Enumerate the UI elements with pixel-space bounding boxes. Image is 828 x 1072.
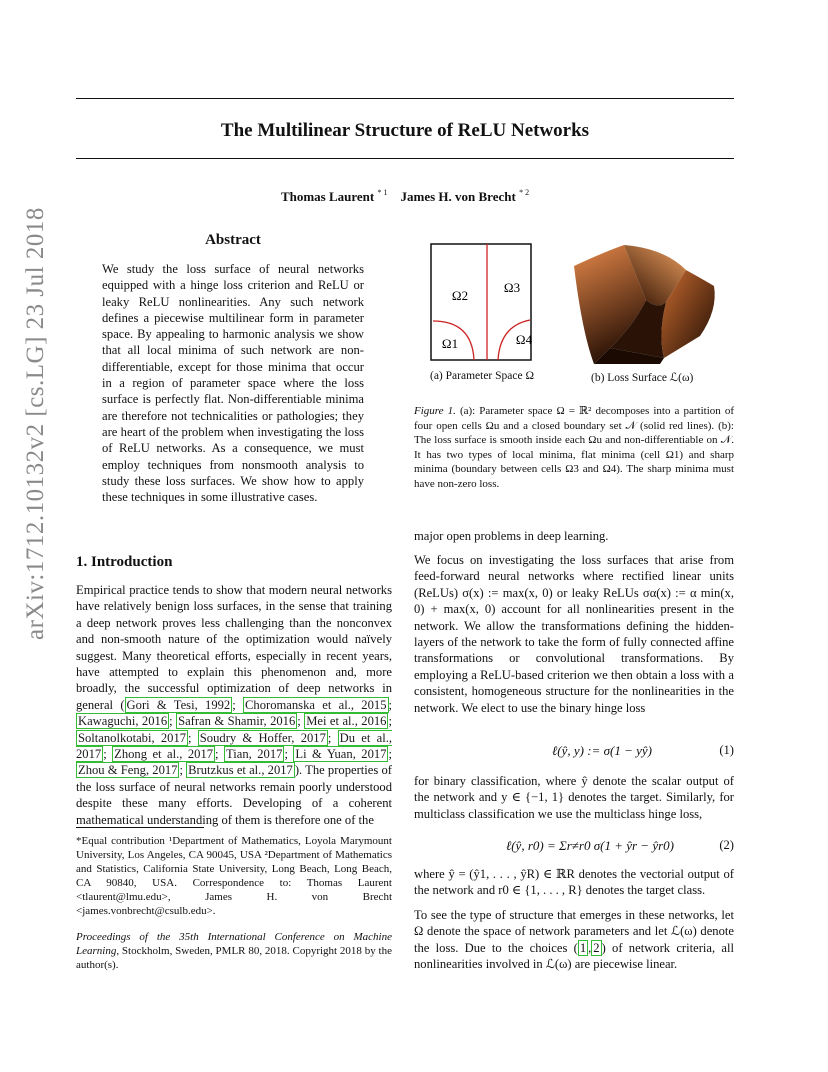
equation-1: ℓ(ŷ, y) := σ(1 − yŷ) [551,743,652,758]
paper-title: The Multilinear Structure of ReLU Networks [220,120,590,141]
proceedings-venue: Proceedings of the 35th International Conference on Machine Learning [76,931,392,957]
equation-ref[interactable]: 2 [593,940,600,955]
figure-1-graphics [414,240,736,370]
citation-link[interactable]: Safran & Shamir, 2016 [178,714,296,729]
footnote-rule [76,827,204,828]
citation-link[interactable]: Li & Yuan, 2017 [295,747,387,762]
citation-link[interactable]: Zhong et al., 2017 [114,747,214,762]
section-heading: 1. Introduction [76,554,173,570]
citation-link[interactable]: Choromanska et al., 2015 [245,697,387,712]
equation-number: (1) [719,743,734,757]
citation-link[interactable]: Gori & Tesi, 1992 [126,697,231,712]
continued-text: major open problems in deep learning. [414,529,609,543]
intro-text: To see the type of structure that emerges in these networks, let Ω denote the space of network parameters and let ℒ(ω) denote the loss. Due to the choices ( [414,908,734,955]
figure-caption [414,404,734,491]
intro-paragraph-3: for binary classification, where ŷ denote the scalar output of the network and y ∈ {−1, 1} denotes the target. Similarly, for multiclass classification we use the multiclass hinge loss, [414,774,734,821]
loss-surface-plot [574,245,715,364]
cell-label: Ω3 [503,280,521,295]
cell-label: Ω1 [441,336,459,351]
cell-label: Ω4 [515,332,533,347]
citation-link[interactable]: Tian, 2017 [226,747,283,762]
caption-label: Figure 1. [414,405,456,417]
intro-paragraph-2: We focus on investigating the loss surfaces that arise from feed-forward neural networks where rectified linear units (ReLUs) σ(x) := max(x, 0) or leaky ReLUs σα(x) := α min(x, 0) + max(x, 0) account for all nonlinearities present in the network. We allow the transformations defining the hidden-layers of the network to take the form of fully connected affine transformations or convolutional transformations. By employing a ReLU-based criterion we then obtain a loss with a consistent, homogeneous structure for the nonlinearities in the network. We elect to use the binary hinge loss [414,553,734,715]
citation-link[interactable]: Soltanolkotabi, 2017 [78,730,187,745]
intro-text: ) of network criteria, all nonlinearities involved in ℒ(ω) are piecewise linear. [414,940,734,972]
subcaption-b: (b) Loss Surface ℒ(ω) [591,372,694,384]
intro-text: ). The properties of the loss surface of neural networks remain poorly understood despite these many efforts. Developing of a coherent mathematical understanding of them is therefore one of the [76,763,392,827]
citation-link[interactable]: Mei et al., 2016 [306,714,387,729]
author-line [76,188,734,205]
author-name: James H. von Brecht [400,189,516,204]
footnote-proceedings [76,930,392,972]
intro-text: Empirical practice tends to show that modern neural networks have relatively benign loss surfaces, in the sense that training a deep network proves less challenging than the nonconvex and non-smooth nature of the optimization would naïvely suggest. Many theoretical efforts, especially in recent years, have attempted to explain this phenomenon and, more broadly, the successful optimization of deep networks in general ( [76,583,392,712]
cell-label: Ω2 [451,288,469,303]
arxiv-stamp-text: arXiv:1712.10132v2 [cs.LG] 23 Jul 2018 [22,207,49,640]
author-mark: * 2 [519,188,530,197]
author-mark: * 1 [377,188,388,197]
intro-paragraph-4: where ŷ = (ŷ1, . . . , ŷR) ∈ ℝR denotes the vectorial output of the network and r0 ∈ {1, . . . , R} denotes the target class. [414,867,734,898]
citation-link[interactable]: Zhou & Feng, 2017 [78,763,178,778]
equation-ref[interactable]: 1 [579,940,587,955]
title-bottom-rule [76,158,734,159]
caption-text: (a): Parameter space Ω = ℝ² decomposes into a partition of four open cells Ωu and a closed boundary set 𝒩 (solid red lines). (b): The loss surface is smooth inside each Ωu and non-differentiable on 𝒩. It has two types of local minima, flat minima (cell Ω1) and sharp minima (boundary between cells Ω3 and Ω4). The sharp minima must have non-zero loss. [414,405,734,490]
citation-link[interactable]: Du et al., 2017 [76,730,392,762]
ref-separator: , [588,940,592,955]
equation-number: (2) [719,838,734,852]
equation-2: ℓ(ŷ, r0) = Σr≠r0 σ(1 + ŷr − ŷr0) [505,838,674,853]
citation-link[interactable]: Kawaguchi, 2016 [78,714,168,729]
subcaption-a: (a) Parameter Space Ω [430,370,535,382]
footnote-affiliations: *Equal contribution ¹Department of Mathematics, Loyola Marymount University, Los Angeles, CA 90045, USA ²Department of Mathematics and Statistics, California State University, Long Beach, Long Beach, CA 90840, USA. Correspondence to: Thomas Laurent <tlaurent@lmu.edu>, James H. von Brecht <james.vonbrecht@csulb.edu>. [76,835,392,917]
citation-link[interactable]: Brutzkus et al., 2017 [188,763,293,778]
abstract-body: We study the loss surface of neural networks equipped with a hinge loss criterion and ReLU or leaky ReLU nonlinearities. Any such network defines a piecewise multilinear form in parameter space. By appealing to harmonic analysis we show that all local minima of such network are non-differentiable, except for those minima that occur in a region of parameter space where the loss surface is perfectly flat. Non-differentiable minima are therefore not technicalities or pathologies; they are heart of the problem when investigating the loss of ReLU networks. As a consequence, we must employ techniques from nonsmooth analysis to study these loss surfaces. We show how to apply these techniques in some illustrative cases. [102,262,364,505]
abstract-heading: Abstract [205,232,261,248]
intro-paragraph: Empirical practice tends to show that modern neural networks have relatively benign loss surfaces, in the sense that training a deep network proves less challenging than the nonconvex and non-smooth nature of the optimization would naïvely suggest. Many theoretical efforts, especially in recent years, have attempted to explain this phenomenon and, more broadly, the successful optimization of deep networks in general ( Gori & Tesi, 1992 ; Choromanska et al., 2015 ; Kawaguchi, 2016 ; Safran & Shamir, 2016 ; Mei et al., 2016 ; Soltanolkotabi, 2017 ; Soudry & Hoffer, 2017 ; Du et al., 2017 ; Zhong et al., 2017 ; Tian, 2017 ; Li & Yuan, 2017 ; Zhou & Feng, 2017 ; Brutzkus et al., 2017 ). The properties of the loss surface of neural networks remain poorly understood despite these many efforts. Developing of a coherent mathematical understanding of them is therefore one of the [76,583,392,827]
proceedings-details: , Stockholm, Sweden, PMLR 80, 2018. Copyright 2018 by the author(s). [76,945,392,971]
citation-link[interactable]: Soudry & Hoffer, 2017 [199,730,326,745]
top-rule [76,98,734,99]
intro-paragraph-5 [414,907,734,973]
author-name: Thomas Laurent [280,189,375,204]
